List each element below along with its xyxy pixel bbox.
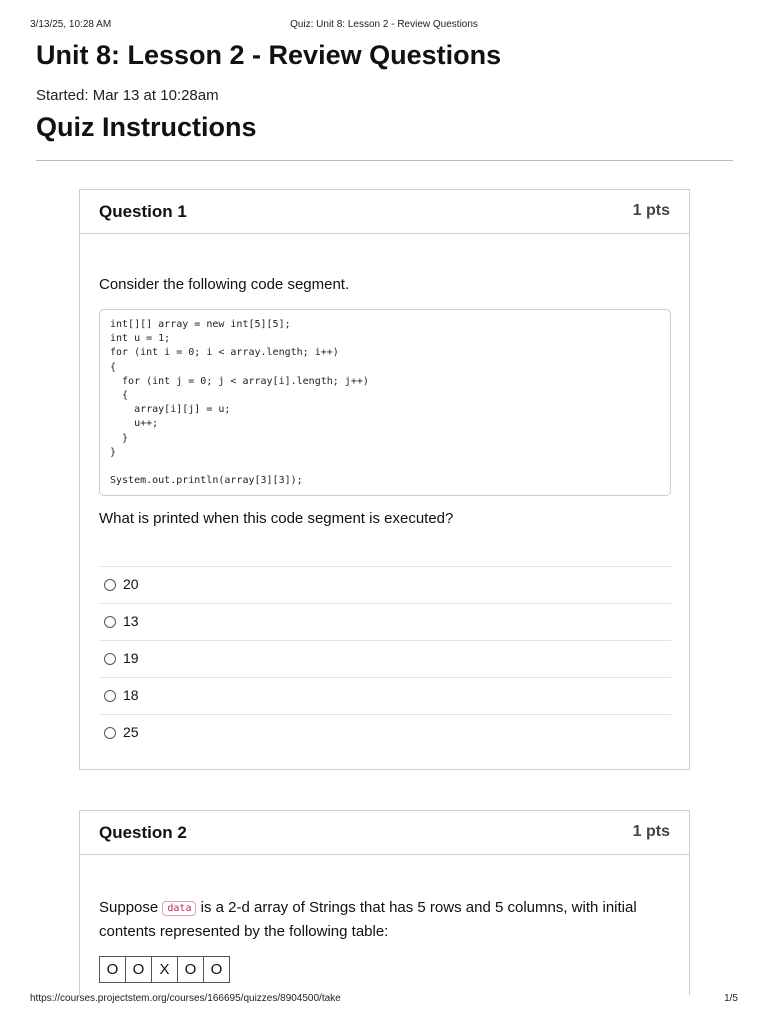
question-text-after: is a 2-d array of Strings that has 5 rows and 5 columns, with initial contents represented by the following table:: [99, 899, 637, 940]
print-doc-title: Quiz: Unit 8: Lesson 2 - Review Questions: [290, 19, 478, 30]
question-points: 1 pts: [632, 202, 670, 219]
answer-label[interactable]: 19: [123, 650, 139, 666]
answer-option[interactable]: [99, 603, 671, 640]
quiz-instructions-heading: Quiz Instructions: [36, 112, 257, 142]
print-footer: [30, 993, 738, 1007]
radio-button[interactable]: [104, 690, 116, 702]
answer-label[interactable]: 13: [123, 613, 139, 629]
print-url: https://courses.projectstem.org/courses/166695/quizzes/8904500/take: [30, 993, 341, 1004]
radio-button[interactable]: [104, 579, 116, 591]
code-segment: int[][] array = new int[5][5]; int u = 1; for (int i = 0; i < array.length; i++) { for (int j = 0; j < array[i].length; j++) { array[i][j] = u; u++; } } System.out.println(array[3][3]);: [110, 319, 369, 487]
question-header: [80, 190, 689, 234]
table-row: [100, 957, 230, 983]
answer-option[interactable]: [99, 714, 671, 751]
table-cell: O: [100, 957, 126, 983]
answer-list: [99, 566, 671, 751]
question-name: Question 1: [99, 202, 187, 221]
inline-code-data: data: [162, 901, 196, 916]
question-card-1: [79, 189, 690, 770]
quiz-title: Unit 8: Lesson 2 - Review Questions: [36, 40, 502, 70]
question-points: 1 pts: [632, 823, 670, 840]
radio-button[interactable]: [104, 727, 116, 739]
answer-label[interactable]: 25: [123, 724, 139, 740]
table-cell: X: [152, 957, 178, 983]
answer-label[interactable]: 18: [123, 687, 139, 703]
code-block: [99, 309, 671, 496]
question-intro: Consider the following code segment.: [99, 276, 350, 293]
started-timestamp: Started: Mar 13 at 10:28am: [36, 87, 219, 104]
table-cell: O: [126, 957, 152, 983]
answer-option[interactable]: [99, 566, 671, 603]
print-date: 3/13/25, 10:28 AM: [30, 19, 112, 30]
question-card-2: [79, 810, 690, 995]
print-header: [30, 19, 738, 33]
data-table: [99, 956, 230, 983]
answer-label[interactable]: 20: [123, 576, 139, 592]
question-name: Question 2: [99, 823, 187, 842]
answer-option[interactable]: [99, 640, 671, 677]
question-text: [99, 897, 659, 943]
table-cell: O: [204, 957, 230, 983]
table-cell: O: [178, 957, 204, 983]
divider: [36, 160, 733, 161]
page-number: 1/5: [724, 993, 738, 1004]
answer-option[interactable]: [99, 677, 671, 714]
question-text-before: Suppose: [99, 899, 163, 916]
radio-button[interactable]: [104, 616, 116, 628]
question-header: [80, 811, 689, 855]
question-prompt: What is printed when this code segment is executed?: [99, 510, 454, 527]
radio-button[interactable]: [104, 653, 116, 665]
